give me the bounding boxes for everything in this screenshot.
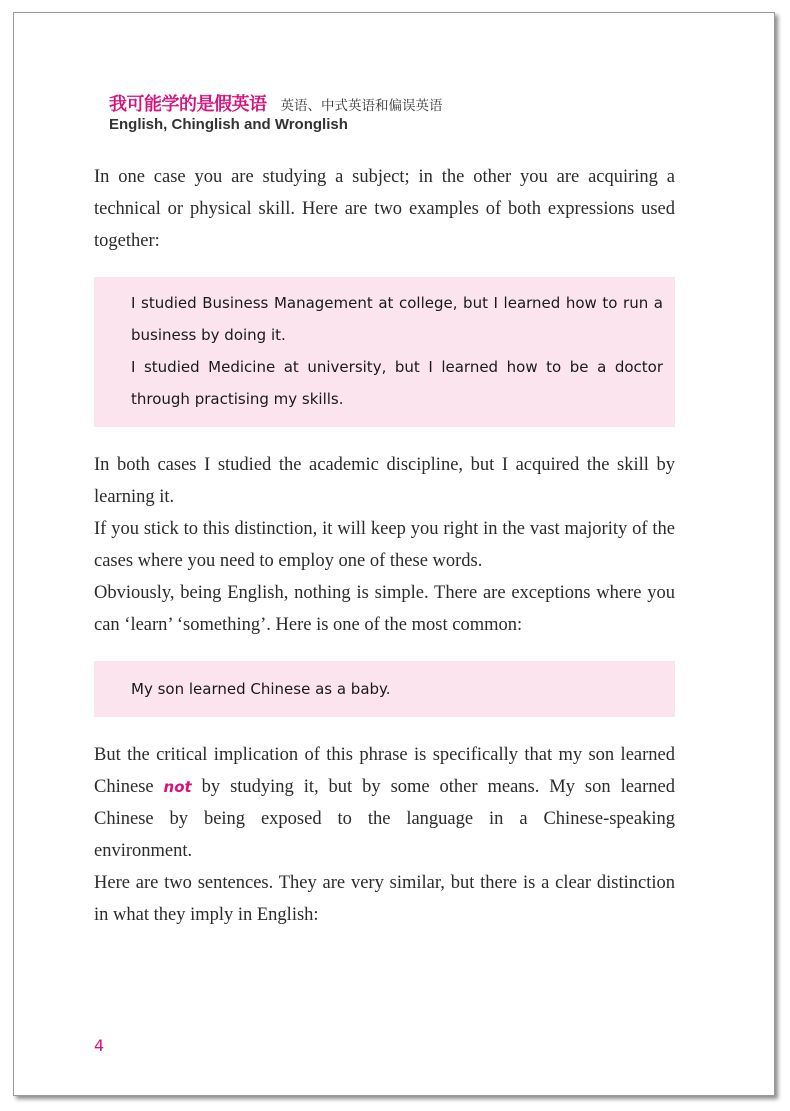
paragraph: Obviously, being English, nothing is simple. There are exceptions where you can ‘learn’ ‘something’. Here is one of the most common: <box>94 583 675 635</box>
example-sentence: I studied Business Management at college, but I learned how to run a business by doing it. <box>131 294 663 344</box>
emphasis-word: not <box>163 778 192 796</box>
header-title-row <box>109 93 709 118</box>
example-box <box>94 661 675 717</box>
page-number: 4 <box>94 1036 105 1055</box>
paragraph: Here are two sentences. They are very similar, but there is a clear distinction in what they imply in English: <box>94 873 675 925</box>
book-title: 我可能学的是假英语 <box>109 94 267 115</box>
running-header <box>109 93 709 133</box>
paragraph: If you stick to this distinction, it will keep you right in the vast majority of the cases where you need to employ one of these words. <box>94 519 675 571</box>
paragraph: In both cases I studied the academic discipline, but I acquired the skill by learning it. <box>94 455 675 507</box>
example-sentence: I studied Medicine at university, but I learned how to be a doctor through practising my skills. <box>131 358 663 408</box>
example-box <box>94 277 675 427</box>
book-subtitle-english: English, Chinglish and Wronglish <box>109 116 348 133</box>
paragraph: In one case you are studying a subject; in the other you are acquiring a technical or physical skill. Here are two examples of both expressions used together: <box>94 167 675 251</box>
paragraph <box>94 739 675 867</box>
paragraph-text: by studying it, but by some other means. My son learned Chinese by being exposed to the language in a Chinese-speaking environment. <box>94 777 675 861</box>
book-subtitle-chinese: 英语、中式英语和偏误英语 <box>280 98 443 114</box>
paragraph-text: But the critical implication of this phrase is specifically that my son learned Chinese <box>94 745 675 797</box>
page-content <box>94 161 675 931</box>
example-sentence: My son learned Chinese as a baby. <box>131 680 391 698</box>
